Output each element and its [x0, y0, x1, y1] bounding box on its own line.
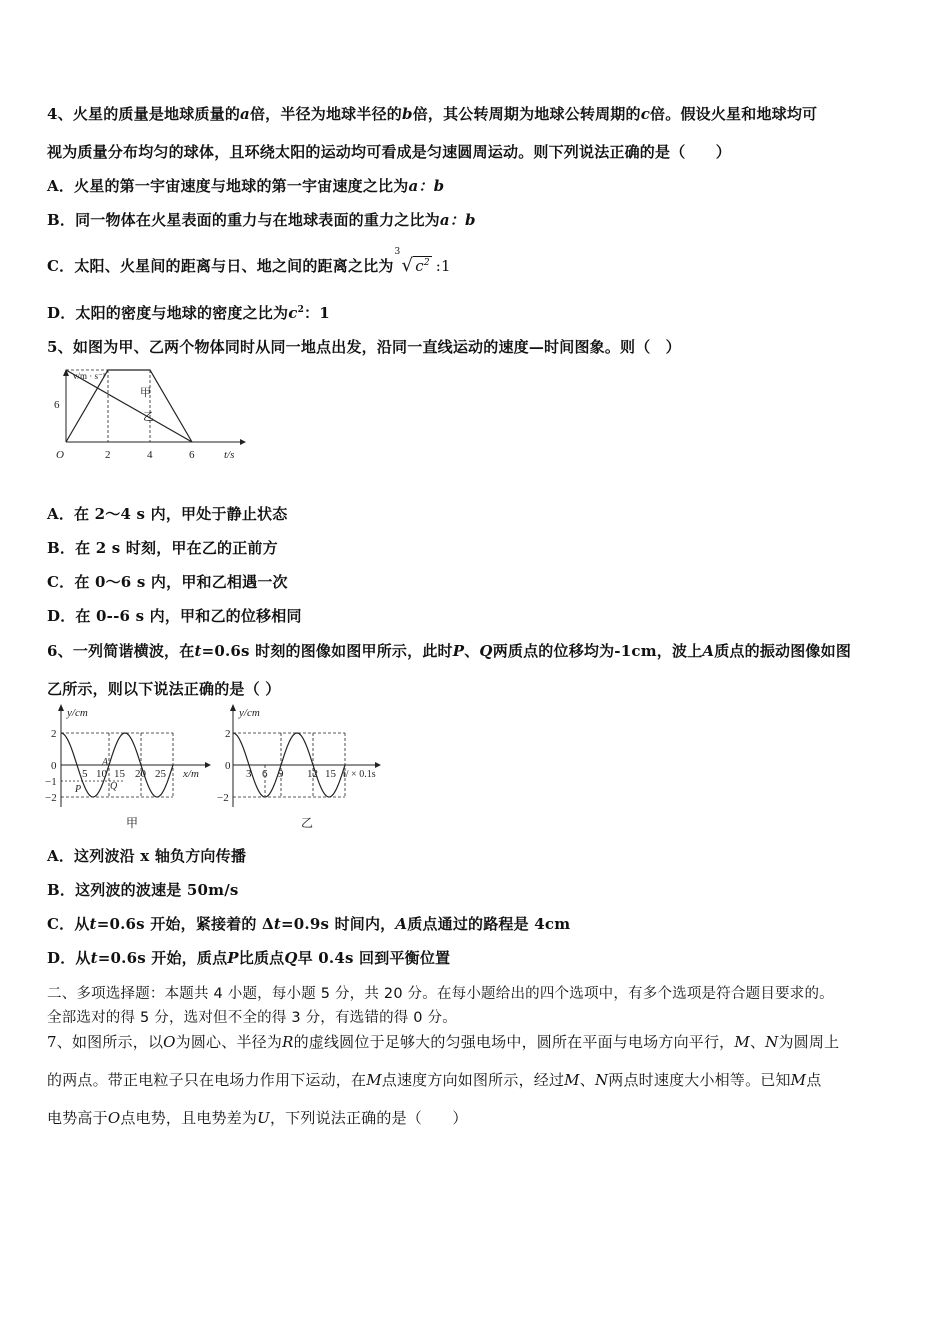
q5-stem: 5、如图为甲、乙两个物体同时从同一地点出发，沿同一直线运动的速度—时间图象。则（ ） — [47, 338, 681, 356]
q6-jia-point-P: P — [75, 784, 82, 795]
q6-yi-x-arrow — [375, 762, 381, 768]
q6-text: =0.9s 时间内， — [281, 915, 396, 933]
q6-text: 两质点的位移均为-1cm，波上 — [492, 642, 703, 660]
section2-header-line1: 二、多项选择题：本题共 4 小题，每小题 5 分，共 20 分。在每小题给出的四个选项中，有多个选项是符合题目要求的。 — [47, 986, 834, 1002]
q6-jia-point-Q: Q — [110, 781, 118, 792]
q6-vibration-graph-yi — [215, 703, 405, 833]
q6-var-A: A — [395, 915, 408, 933]
q6-jia-caption: 甲 — [126, 816, 139, 830]
q7-text: 、 — [579, 1071, 595, 1089]
q6-var-t: t — [89, 915, 97, 933]
q5-ylabel: v/m · s⁻¹ — [73, 371, 106, 381]
q5-xtick: 6 — [189, 449, 195, 461]
q6-text: 比质点 — [238, 949, 285, 967]
q7-text: 的虚线圆位于足够大的匀强电场中，圆所在平面与电场方向平行， — [293, 1033, 735, 1051]
q6-option-a: A．这列波沿 x 轴负方向传播 — [47, 847, 247, 865]
q5-series-yi — [66, 370, 192, 442]
q4-option-d-c: c — [288, 304, 298, 322]
q6-text: 、 — [464, 642, 480, 660]
q6-yi-xtick: 6 — [262, 768, 268, 780]
q4-text: 倍，半径为地球半径的 — [249, 105, 402, 123]
q7-text: ，下列说法正确的是（ ） — [269, 1109, 468, 1127]
q7-text: 为圆心、半径为 — [175, 1033, 283, 1051]
q7-var-N: N — [594, 1071, 609, 1089]
q7-var-N: N — [765, 1033, 779, 1051]
q6-text: 早 0.4s 回到平衡位置 — [297, 949, 451, 967]
q7-stem-line2 — [47, 1069, 821, 1090]
q6-jia-xtick: 5 — [82, 768, 88, 780]
q5-ytick: 6 — [54, 399, 60, 411]
q4-option-c-text: C．太阳、火星间的距离与日、地之间的距离之比为 — [47, 257, 394, 275]
q6-text: =0.6s 开始，紧接着的 Δ — [96, 915, 274, 933]
q4-text: 倍，其公转周期为地球公转周期的 — [412, 105, 641, 123]
q4-option-b — [47, 209, 476, 230]
q7-var-R: R — [282, 1033, 294, 1051]
q6-yi-xlabel: t/ × 0.1s — [343, 769, 376, 780]
q5-vt-graph — [48, 366, 248, 466]
radicand-c: c — [415, 257, 424, 275]
q7-text: 点 — [806, 1071, 822, 1089]
q6-text: 6、一列简谐横波，在 — [47, 642, 195, 660]
q7-text: 、 — [749, 1033, 766, 1051]
q4-option-c — [47, 247, 451, 276]
q7-var-O: O — [107, 1109, 121, 1127]
q6-jia-ylabel: y/cm — [67, 707, 88, 719]
q6-jia-xlabel: x/m — [183, 768, 199, 780]
q5-option-b: B．在 2 s 时刻，甲在乙的正前方 — [47, 539, 278, 557]
q4-option-d-exp: 2 — [297, 305, 305, 315]
q5-label-yi: 乙 — [143, 411, 154, 423]
q7-var-M: M — [734, 1033, 750, 1051]
q6-var-P: P — [227, 949, 239, 967]
q6-option-d — [47, 947, 450, 968]
q5-option-c: C．在 0～6 s 内，甲和乙相遇一次 — [47, 573, 288, 591]
q6-jia-point-A: A — [102, 757, 109, 768]
q4-var-a: a — [240, 105, 250, 123]
q6-yi-ytick: 2 — [225, 728, 231, 740]
q6-stem-line1 — [47, 640, 851, 661]
q6-var-t: t — [90, 949, 98, 967]
q6-option-c — [47, 913, 570, 934]
q5-option-a: A．在 2～4 s 内，甲处于静止状态 — [47, 505, 288, 523]
q6-wave-graph-jia — [45, 703, 215, 833]
q6-jia-ytick: 2 — [51, 728, 57, 740]
q4-option-d-tail: ：1 — [304, 304, 330, 322]
q5-xtick: 2 — [105, 449, 111, 461]
q7-stem-line1 — [47, 1031, 839, 1052]
q4-stem-line1 — [47, 103, 817, 124]
q5-xlabel: t/s — [224, 449, 235, 461]
radical-sign: √ — [401, 255, 414, 276]
q6-yi-xtick: 9 — [278, 768, 284, 780]
q6-text: 质点的振动图像如图 — [714, 642, 852, 660]
q6-var-Q: Q — [479, 642, 493, 660]
q6-jia-ytick: −1 — [45, 776, 57, 788]
q4-option-d-text: D．太阳的密度与地球的密度之比为 — [47, 304, 289, 322]
ratio-tail: :1 — [435, 257, 451, 275]
q6-text: =0.6s 开始，质点 — [97, 949, 228, 967]
q4-option-a-text: A．火星的第一宇宙速度与地球的第一宇宙速度之比为 — [47, 177, 409, 195]
q6-yi-ytick: 0 — [225, 760, 231, 772]
q6-option-b: B．这列波的波速是 50m/s — [47, 881, 239, 899]
q6-yi-ylabel: y/cm — [239, 707, 260, 719]
q6-yi-xtick: 12 — [307, 768, 318, 780]
q6-jia-x-arrow — [205, 762, 211, 768]
q6-text: D．从 — [47, 949, 91, 967]
q6-stem-line2: 乙所示，则以下说法正确的是（ ） — [47, 680, 281, 698]
q4-stem-line2: 视为质量分布均匀的球体，且环绕太阳的运动均可看成是匀速圆周运动。则下列说法正确的是（ ） — [47, 143, 732, 161]
q4-text: 4、火星的质量是地球质量的 — [47, 105, 241, 123]
q5-label-jia: 甲 — [140, 387, 151, 399]
q6-yi-ytick: −2 — [217, 792, 229, 804]
root-index: 3 — [394, 247, 401, 257]
q4-option-d — [47, 302, 330, 323]
q5-x-arrow — [240, 439, 246, 445]
q6-jia-ytick: −2 — [45, 792, 57, 804]
q7-text: 为圆周上 — [778, 1033, 840, 1051]
q7-var-M: M — [366, 1071, 382, 1089]
q6-yi-y-arrow — [230, 704, 236, 711]
q6-var-Q: Q — [284, 949, 298, 967]
q6-var-t: t — [273, 915, 282, 933]
q6-var-P: P — [452, 642, 465, 660]
q4-text: 倍。假设火星和地球均可 — [650, 105, 818, 123]
q4-option-b-text: B．同一物体在火星表面的重力与在地球表面的重力之比为 — [47, 211, 440, 229]
q4-option-b-ratio: a：b — [439, 211, 476, 229]
section2-header-line2: 全部选对的得 5 分，选对但不全的得 3 分，有选错的得 0 分。 — [47, 1010, 457, 1026]
cube-root-expression — [394, 247, 451, 276]
q5-option-d: D．在 0--6 s 内，甲和乙的位移相同 — [47, 607, 302, 625]
q6-yi-xtick: 3 — [246, 768, 252, 780]
q5-origin: O — [56, 449, 64, 461]
q6-var-t: t — [194, 642, 202, 660]
q6-yi-caption: 乙 — [301, 816, 314, 830]
q6-jia-ytick: 0 — [51, 760, 57, 772]
q6-jia-xtick: 15 — [114, 768, 125, 780]
q4-var-b: b — [401, 105, 413, 123]
q5-xtick: 4 — [147, 449, 153, 461]
q7-stem-line3 — [47, 1107, 468, 1128]
q6-jia-y-arrow — [58, 704, 64, 711]
q7-var-O: O — [163, 1033, 176, 1051]
q4-option-a-ratio: a：b — [408, 177, 445, 195]
radicand — [413, 256, 432, 275]
q6-text: 质点通过的路程是 4cm — [407, 915, 571, 933]
q7-text: 的两点。带正电粒子只在电场力作用下运动，在 — [47, 1071, 367, 1089]
radicand-exponent: 2 — [423, 258, 430, 268]
q7-var-U: U — [257, 1109, 270, 1127]
q7-text: 电势高于 — [47, 1109, 108, 1127]
q4-option-a — [47, 175, 444, 196]
q7-text: 点速度方向如图所示，经过 — [381, 1071, 565, 1089]
q7-var-M: M — [790, 1071, 807, 1089]
q6-jia-xtick: 25 — [155, 768, 166, 780]
q4-var-c: c — [640, 105, 651, 123]
q7-text: 点电势，且电势差为 — [120, 1109, 258, 1127]
q6-text: C．从 — [47, 915, 90, 933]
q6-var-A: A — [702, 642, 715, 660]
q6-yi-xtick: 15 — [325, 768, 336, 780]
q6-jia-xtick: 10 — [96, 768, 107, 780]
q6-text: =0.6s 时刻的图像如图甲所示，此时 — [201, 642, 453, 660]
q7-var-M: M — [564, 1071, 580, 1089]
q7-text: 7、如图所示，以 — [47, 1033, 164, 1051]
q6-jia-xtick: 20 — [135, 768, 146, 780]
q7-text: 两点时速度大小相等。已知 — [608, 1071, 791, 1089]
